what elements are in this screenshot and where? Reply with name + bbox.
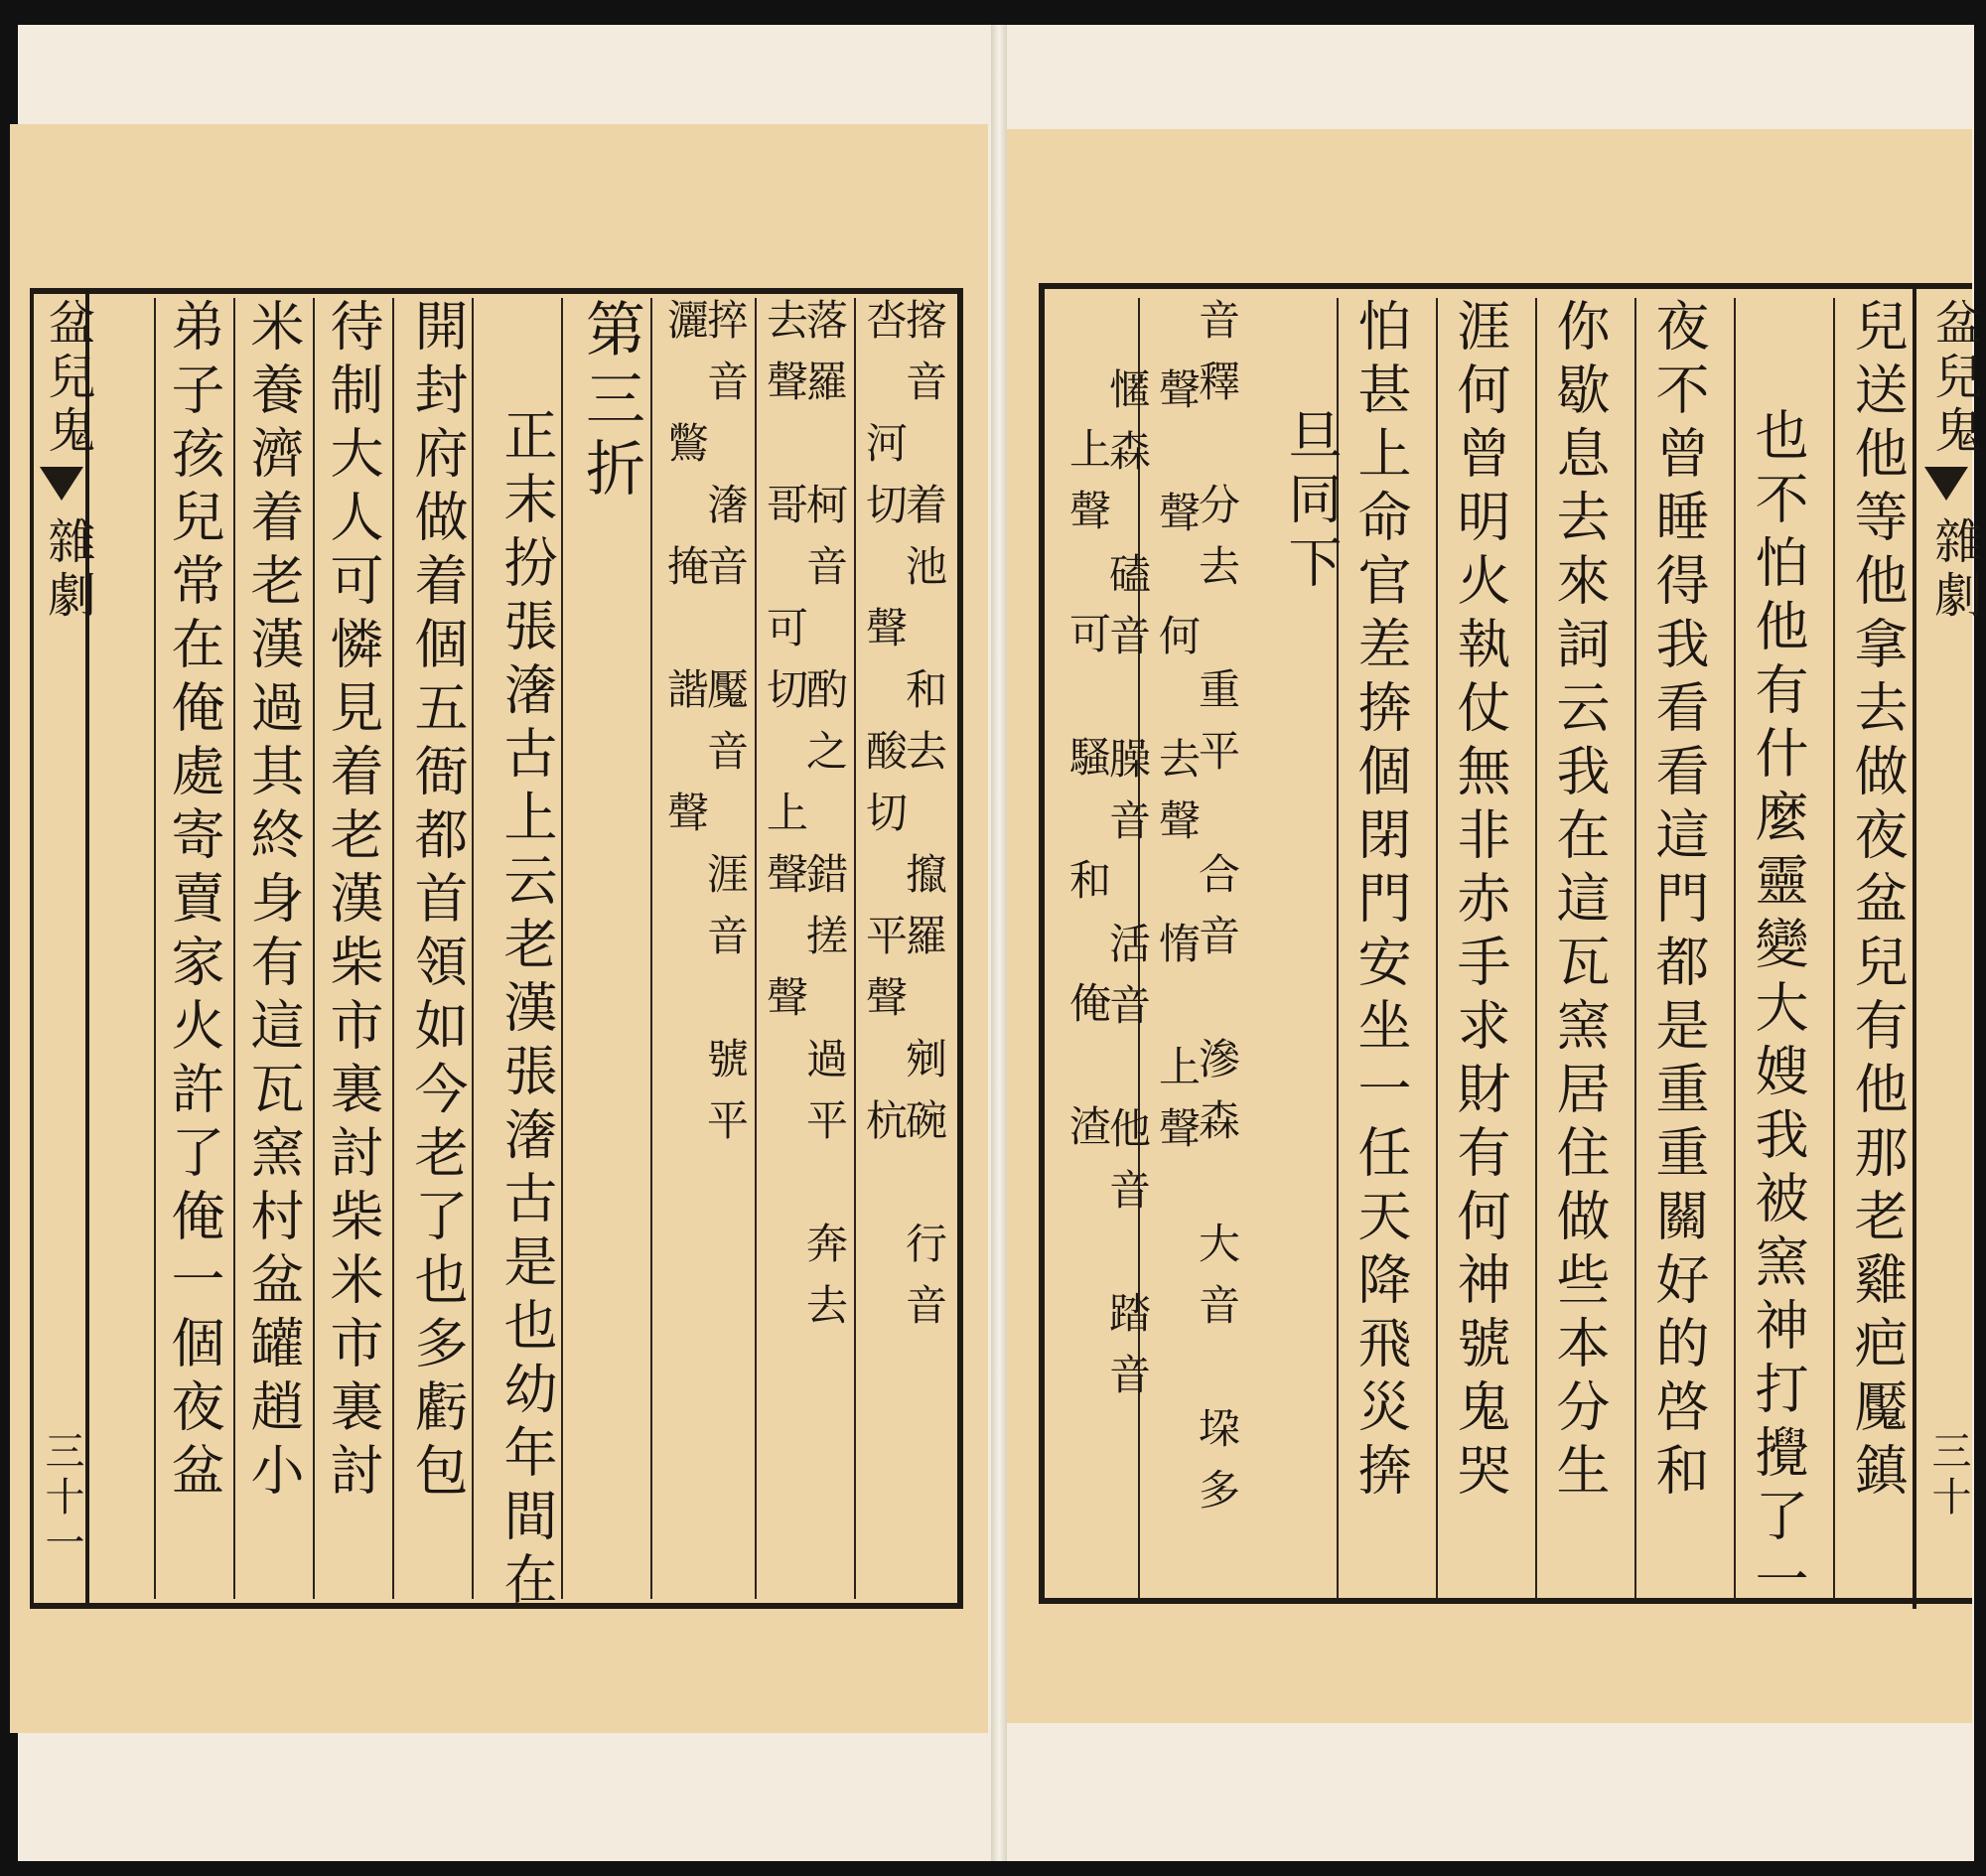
left-col-3: 落羅 柯音 酌之 錯搓 過平 奔去 bbox=[800, 298, 849, 1345]
act-heading: 第三折 bbox=[576, 298, 645, 506]
column-rule bbox=[1535, 298, 1537, 1599]
right-margin-folio: 三十 bbox=[1925, 1430, 1971, 1521]
right-col-11: 上聲 可 騷 和 俺 渣 bbox=[1064, 427, 1112, 1166]
column-rule bbox=[392, 298, 394, 1599]
left-col-1: 揢音 着池 和去 攛羅 剜碗 行音 bbox=[900, 298, 948, 1345]
left-col-6: 灑 鷩 掩 諧 聲 bbox=[661, 298, 710, 852]
column-rule bbox=[1833, 298, 1835, 1599]
right-col-2: 也不怕他有什麼靈變大嫂我被窯神打攪了一 bbox=[1747, 407, 1809, 1615]
right-col-10: 㥾森 磕音 臊音 活音 他音 踏音 bbox=[1103, 367, 1152, 1414]
fishtail-icon bbox=[1924, 467, 1968, 501]
fishtail-icon bbox=[40, 467, 83, 501]
right-col-3: 夜不曾睡得我看看這門都是重重關好的啓和 bbox=[1647, 298, 1710, 1506]
right-col-4: 你歇息去來詞云我在這瓦窯居住做些本分生 bbox=[1548, 298, 1611, 1506]
column-rule bbox=[233, 298, 235, 1599]
left-col-11: 米養濟着老漢過其終身有這瓦窯村盆罐趙小 bbox=[242, 298, 305, 1506]
left-col-8: 正末扮張㵔古上云老漢張㵔古是也幼年間在 bbox=[496, 407, 558, 1615]
column-rule bbox=[1734, 298, 1736, 1599]
column-rule bbox=[561, 298, 563, 1599]
left-margin-title: 盆兒鬼 bbox=[40, 298, 95, 459]
column-rule bbox=[313, 298, 315, 1599]
left-col-9: 開封府做着個五衙都首領如今老了也多虧包 bbox=[406, 298, 469, 1506]
right-col-8: 音釋 分去 重平 合音 滲森 大音 垜多 bbox=[1193, 298, 1241, 1529]
left-col-4: 去聲 哥 可切 上聲 聲 bbox=[761, 298, 809, 1037]
column-rule bbox=[1634, 298, 1636, 1599]
right-col-9: 聲 聲 何 去聲 惰 上聲 bbox=[1153, 367, 1202, 1168]
right-col-7: 旦同下 bbox=[1280, 407, 1343, 598]
column-rule bbox=[1436, 298, 1438, 1599]
left-col-5: 捽音 㵔音 魘音 涯音 號平 bbox=[701, 298, 750, 1160]
right-margin-category: 雜劇 bbox=[1926, 516, 1982, 624]
left-col-10: 待制大人可憐見着老漢柴市裏討柴米市裏討 bbox=[322, 298, 384, 1506]
column-rule bbox=[472, 298, 474, 1599]
column-rule bbox=[154, 298, 156, 1599]
book-spine bbox=[991, 25, 1007, 1861]
column-rule bbox=[650, 298, 652, 1599]
left-col-12: 弟子孩兒常在俺處寄賣家火許了俺一個夜盆 bbox=[163, 298, 225, 1506]
right-margin-title: 盆兒鬼 bbox=[1926, 298, 1982, 459]
right-col-6: 怕甚上命官差捹個閉門安坐一任天降飛災捹 bbox=[1349, 298, 1412, 1506]
left-margin-category: 雜劇 bbox=[40, 516, 95, 624]
left-margin-folio: 三十一 bbox=[39, 1430, 84, 1567]
right-col-1: 兒送他等他拿去做夜盆兒有他那老雞疤魘鎮 bbox=[1846, 298, 1909, 1506]
left-col-2: 呇 河切 聲 酸切 平聲 杭 bbox=[860, 298, 909, 1160]
right-col-5: 涯何曾明火執仗無非赤手求財有何神號鬼哭 bbox=[1449, 298, 1511, 1506]
